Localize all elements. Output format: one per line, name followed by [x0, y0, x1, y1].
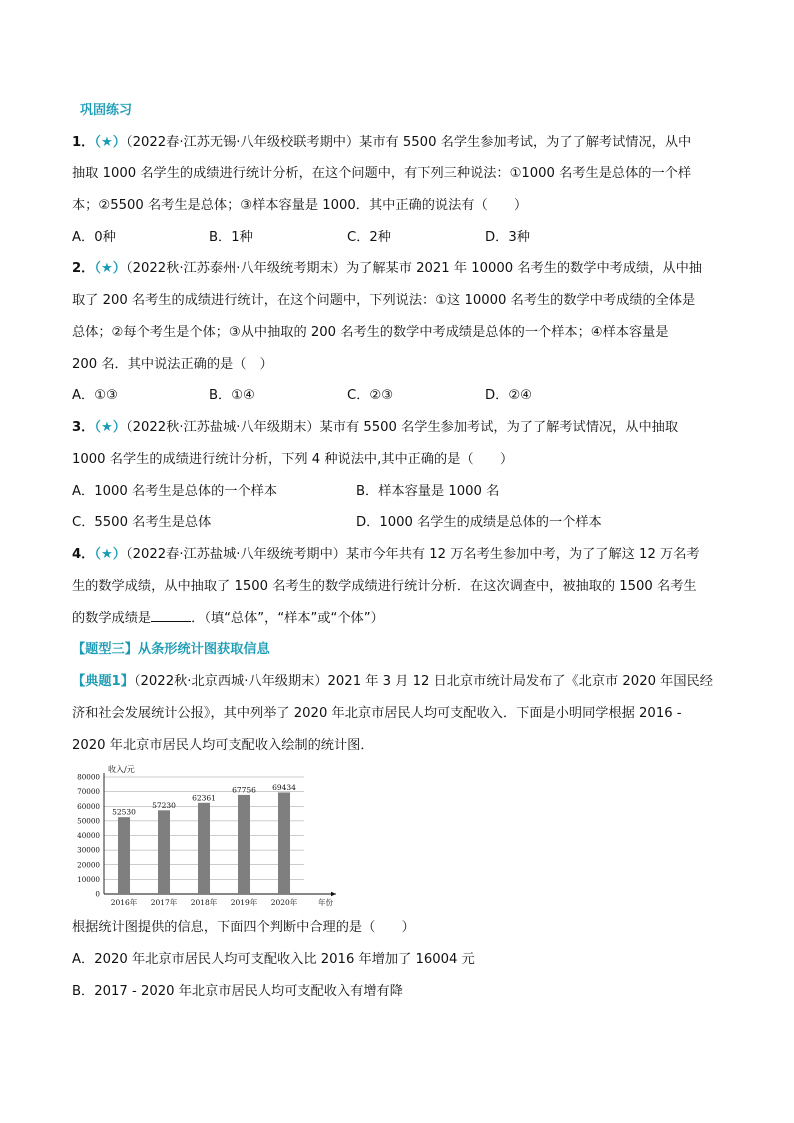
x-axis-label: 年份 — [318, 898, 333, 907]
bar — [278, 792, 290, 894]
income-bar-chart — [70, 765, 350, 910]
q1-option-a: A．0种 — [72, 230, 116, 245]
y-tick-label: 10000 — [77, 874, 100, 884]
q2-option-b: B．①④ — [209, 388, 255, 403]
q4-source: （2022春·江苏盐城·八年级统考期中） — [125, 547, 346, 562]
y-tick-label: 50000 — [77, 816, 100, 826]
q1-option-d: D．3种 — [485, 230, 530, 245]
q1-number: 1． — [72, 135, 95, 150]
q4-text1: 某市今年共有 12 万名考生参加中考，为了了解这 12 万名考 — [345, 547, 700, 562]
q2-text4: 200 名．其中说法正确的是（ ） — [72, 357, 273, 372]
section-title: 巩固练习 — [80, 103, 133, 118]
q2-line1 — [72, 259, 702, 279]
q3-option-d: D．1000 名学生的成绩是总体的一个样本 — [356, 515, 602, 530]
x-tick-label: 2016年 — [110, 898, 138, 907]
example1-label: 【典题1】 — [72, 674, 134, 689]
q1-source: （2022春·江苏无锡·八年级校联考期中） — [125, 135, 360, 150]
y-tick-label: 40000 — [77, 831, 100, 840]
q3-line1 — [72, 418, 678, 438]
q3-text2: 1000 名学生的成绩进行统计分析，下列 4 种说法中,其中正确的是（ ） — [72, 452, 514, 467]
q3-difficulty: （★） — [94, 420, 126, 435]
q1-difficulty: （★） — [94, 135, 126, 150]
x-tick-label: 2017年 — [150, 898, 178, 907]
q1-text2: 抽取 1000 名学生的成绩进行统计分析，在这个问题中，有下列三种说法：①1000 名考生是总体的一个样 — [72, 166, 692, 181]
answer-blank[interactable] — [151, 609, 191, 622]
q2-number: 2． — [72, 261, 95, 276]
example1-text3: 2020 年北京市居民人均可支配收入绘制的统计图． — [72, 738, 374, 753]
q1-option-c: C．2种 — [347, 230, 391, 245]
bar — [158, 810, 170, 894]
y-tick-label: 20000 — [77, 860, 100, 870]
x-axis-arrow — [331, 892, 336, 896]
q2-text1: 为了解某市 2021 年 10000 名考生的数学中考成绩，从中抽 — [345, 261, 702, 276]
example1-text1: （2022秋·北京西城·八年级期末）2021 年 3 月 12 日北京市统计局发布了《北京市 2020 年国民经 — [133, 674, 713, 689]
y-tick-label: 0 — [95, 889, 100, 899]
bar-value-label: 69434 — [272, 782, 296, 792]
q3-option-c: C．5500 名考生是总体 — [72, 515, 212, 530]
q1-text3: 本；②5500 名考生是总体；③样本容量是 1000．其中正确的说法有（ ） — [72, 198, 528, 213]
q4-text2: 生的数学成绩，从中抽取了 1500 名考生的数学成绩进行统计分析．在这次调查中，被抽取的 1500 名考生 — [72, 579, 697, 594]
q1-option-b: B．1种 — [209, 230, 253, 245]
q3-number: 3． — [72, 420, 95, 435]
topic3-title: 【题型三】从条形统计图获取信息 — [72, 642, 270, 657]
q4-number: 4． — [72, 547, 95, 562]
q4-difficulty: （★） — [94, 547, 126, 562]
bar-value-label: 62361 — [192, 793, 216, 803]
y-tick-label: 60000 — [77, 801, 100, 811]
bar — [238, 795, 250, 894]
bar — [198, 803, 210, 894]
y-tick-label: 70000 — [77, 787, 100, 797]
q3-option-b: B．样本容量是 1000 名 — [356, 484, 500, 499]
bar-value-label: 67756 — [232, 785, 256, 795]
q2-source: （2022秋·江苏泰州·八年级统考期末） — [125, 261, 346, 276]
q3-source: （2022秋·江苏盐城·八年级期末） — [125, 420, 320, 435]
example1-text2: 济和社会发展统计公报》，其中列举了 2020 年北京市居民人均可支配收入．下面是小明同学根据 2016 - — [72, 706, 682, 721]
q2-option-c: C．②③ — [347, 388, 394, 403]
q4-line3 — [72, 609, 384, 629]
bar-value-label: 57230 — [152, 800, 176, 810]
example1-option-b: B．2017 - 2020 年北京市居民人均可支配收入有增有降 — [72, 984, 403, 999]
y-axis-label: 收入/元 — [108, 765, 135, 774]
q3-text1: 某市有 5500 名学生参加考试，为了了解考试情况，从中抽取 — [319, 420, 679, 435]
q3-option-a: A．1000 名考生是总体的一个样本 — [72, 484, 278, 499]
example1-line1 — [72, 672, 713, 692]
y-tick-label: 80000 — [77, 772, 100, 782]
bar — [118, 817, 130, 894]
q1-text1: 某市有 5500 名学生参加考试，为了了解考试情况，从中 — [359, 135, 692, 150]
q4-line1 — [72, 545, 700, 565]
q2-text2: 取了 200 名考生的成绩进行统计，在这个问题中，下列说法：①这 10000 名考生的数学中考成绩的全体是 — [72, 293, 696, 308]
q2-difficulty: （★） — [94, 261, 126, 276]
q1-line1 — [72, 133, 691, 153]
x-tick-label: 2018年 — [190, 898, 218, 907]
q4-text3b: ．（填“总体”，“样本”或“个体”） — [191, 611, 384, 626]
y-tick-label: 30000 — [77, 845, 100, 855]
x-tick-label: 2019年 — [230, 898, 258, 907]
q2-option-a: A．①③ — [72, 388, 118, 403]
example1-option-a: A．2020 年北京市居民人均可支配收入比 2016 年增加了 16004 元 — [72, 952, 475, 967]
q2-option-d: D．②④ — [485, 388, 532, 403]
example1-question: 根据统计图提供的信息，下面四个判断中合理的是（ ） — [72, 920, 415, 935]
q4-text3a: 的数学成绩是 — [72, 611, 152, 626]
x-tick-label: 2020年 — [270, 898, 298, 907]
bar-value-label: 52530 — [112, 807, 136, 817]
q2-text3: 总体；②每个考生是个体；③从中抽取的 200 名考生的数学中考成绩是总体的一个样本；④样本容量是 — [72, 325, 669, 340]
